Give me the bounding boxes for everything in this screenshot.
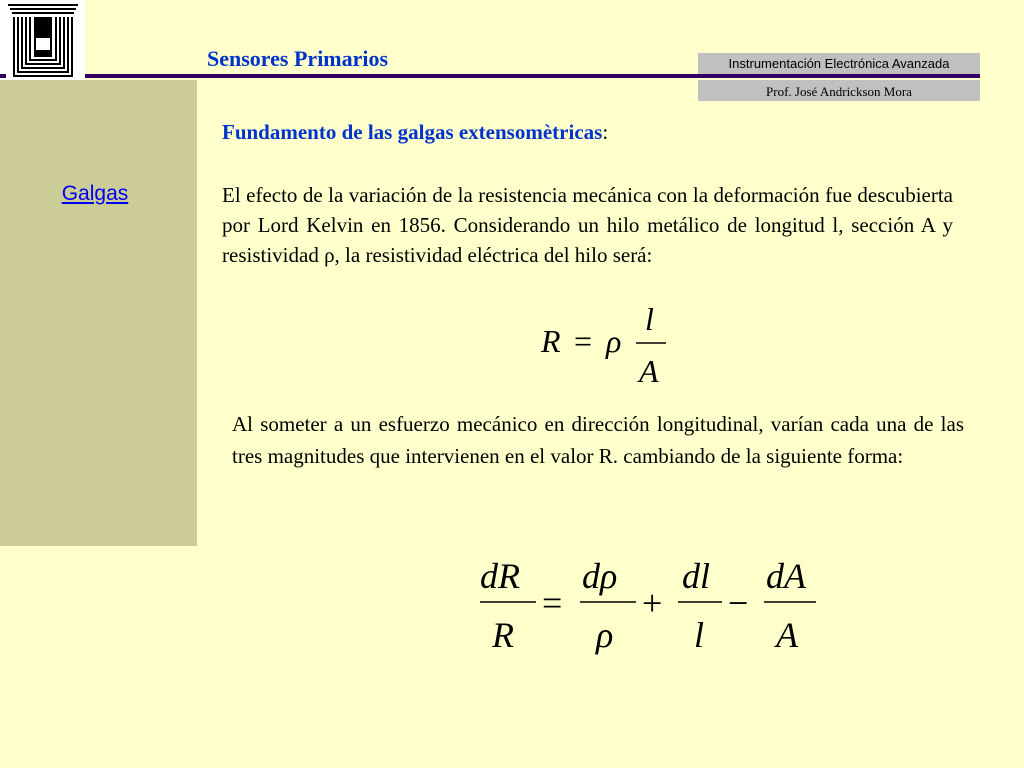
- eq1-rho: ρ: [606, 323, 622, 359]
- eq2-plus: +: [642, 583, 663, 623]
- eq2-term1-den: R: [492, 615, 514, 655]
- sidebar-link-galgas[interactable]: Galgas: [61, 182, 129, 205]
- page-title: Sensores Primarios: [207, 46, 389, 71]
- eq2-equals: =: [542, 583, 563, 623]
- eq1-numerator: l: [645, 301, 654, 337]
- eq1-lhs: R: [541, 323, 561, 359]
- differential-formula: [470, 550, 830, 660]
- sidebar-panel: [0, 80, 197, 546]
- logo: [0, 0, 85, 80]
- paragraph-strain: Al someter a un esfuerzo mecánico en dirección longitudinal, varían cada una de las tres magnitudes que intervienen en el valor R. cambiando de la siguiente forma:: [232, 412, 964, 468]
- institution-logo-icon: [6, 2, 80, 78]
- left-divider: [0, 74, 6, 78]
- eq2-term2-num: dρ: [582, 556, 618, 596]
- eq2-term3-num: dl: [682, 556, 711, 596]
- eq2-minus: −: [728, 583, 749, 623]
- eq2-term2-den: ρ: [596, 615, 614, 655]
- course-label: Instrumentación Electrónica Avanzada: [698, 53, 980, 74]
- header-divider: [85, 74, 980, 78]
- resistance-formula: [530, 298, 680, 390]
- section-heading-colon: :: [602, 120, 609, 144]
- eq2-term1-num: dR: [480, 556, 520, 596]
- eq2-term4-num: dA: [766, 556, 806, 596]
- eq1-equals: =: [574, 323, 593, 359]
- eq1-denominator: A: [639, 353, 659, 389]
- author-label: Prof. José Andrickson Mora: [698, 80, 980, 101]
- paragraph-intro: El efecto de la variación de la resistencia mecánica con la deformación fue descubierta por Lord Kelvin en 1856. Considerando un hilo metálico de longitud l, sección A y resistividad ρ, la resistividad eléctrica del hilo será:: [222, 183, 953, 267]
- section-heading: [222, 120, 608, 145]
- eq2-term3-den: l: [694, 615, 705, 655]
- eq2-term4-den: A: [776, 615, 798, 655]
- section-heading-text: Fundamento de las galgas extensomètricas: [222, 120, 603, 144]
